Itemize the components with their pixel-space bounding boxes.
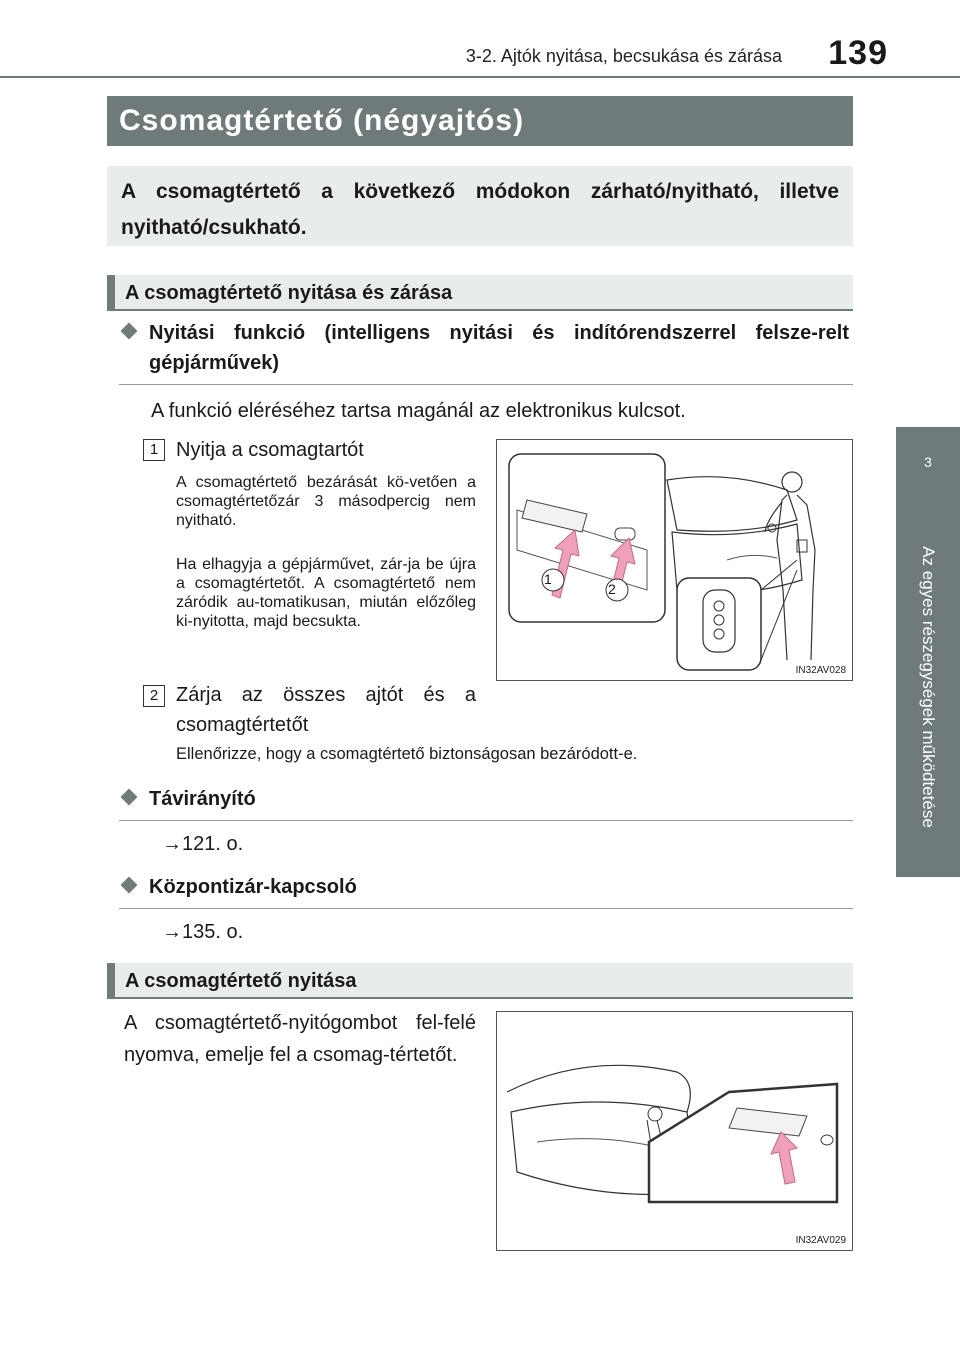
subheading-central-lock: Központizár-kapcsoló <box>119 872 853 909</box>
callout-2: 2 <box>608 581 616 597</box>
page-number: 139 <box>828 34 888 72</box>
opening-instruction: A csomagtértető-nyitógombot fel-felé nyomva, emelje fel a csomag-tértetőt. <box>124 1012 476 1066</box>
diamond-bullet-icon <box>121 789 138 806</box>
step-number-2: 2 <box>143 685 165 707</box>
central-lock-page-ref: →135. o. <box>162 921 244 943</box>
trunk-opener-illustration <box>497 1012 852 1250</box>
trunk-illustration <box>497 440 852 680</box>
subheading-remote: Távirányító <box>119 784 853 821</box>
page-title: Csomagtértető (négyajtós) <box>107 96 853 146</box>
subheading-smart-entry: Nyitási funkció (intelligens nyitási és indítórendszerrel felsze-relt gépjárművek) <box>119 318 853 385</box>
header-section-title: 3-2. Ajtók nyitása, becsukása és zárása <box>465 46 782 66</box>
section-heading-opening: A csomagtértető nyitása <box>107 963 853 999</box>
smart-entry-instruction: A funkció eléréséhez tartsa magánál az elektronikus kulcsot. <box>151 400 686 422</box>
step-2-note: Ellenőrizze, hogy a csomagtértető biztonságosan bezáródott-e. <box>176 745 638 763</box>
figure-trunk-opener-button <box>496 1011 853 1251</box>
figure-trunk-open-smart-key <box>496 439 853 681</box>
figure-code: IN32AV029 <box>795 1235 846 1246</box>
header-divider <box>0 76 960 78</box>
chapter-tab-label: Az egyes részegységek működtetése <box>919 546 938 828</box>
diamond-bullet-icon <box>121 877 138 894</box>
remote-page-ref: →121. o. <box>162 833 244 855</box>
figure-code: IN32AV028 <box>795 665 846 676</box>
section-heading-open-close: A csomagtértető nyitása és zárása <box>107 275 853 311</box>
callout-1: 1 <box>544 571 552 587</box>
step-1-title: Nyitja a csomagtartót <box>176 439 364 461</box>
step-2-title: Zárja az összes ajtót és a csomagtértetőt <box>176 684 476 736</box>
chapter-tab <box>896 497 960 877</box>
step-number-1: 1 <box>143 439 165 461</box>
step-1-note-2: Ha elhagyja a gépjárművet, zár-ja be újra a csomagtértetőt. A csomagtértető nem záródik au-tomatikusan, miután előzőleg ki-nyitotta, majd becsukta. <box>176 556 476 630</box>
step-1-note-1: A csomagtértető bezárását kö-vetően a csomagtértetőzár 3 másodpercig nem nyitható. <box>176 474 476 529</box>
intro-box: A csomagtértető a következő módokon zárható/nyitható, illetve nyitható/csukható. <box>107 166 853 246</box>
diamond-bullet-icon <box>121 323 138 340</box>
chapter-tab-number: 3 <box>896 427 960 497</box>
